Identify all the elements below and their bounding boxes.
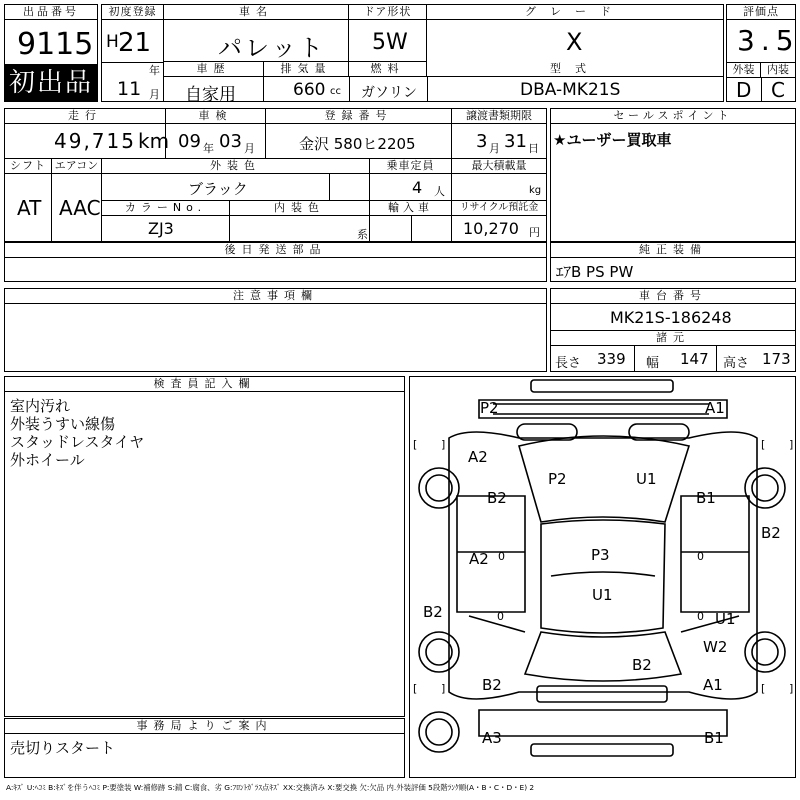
shift: AT <box>17 196 42 220</box>
dmg-rear-bumper-right: B1 <box>704 729 724 747</box>
dmg-right-door-zero: 0 <box>697 550 704 563</box>
aircon-label: エアコン <box>52 159 102 174</box>
int-grade-label: 内装 <box>761 63 795 78</box>
dmg-left-fender: A2 <box>468 448 488 466</box>
inspection-year: 09 <box>178 131 201 152</box>
bracket-left-bottom-close: ] <box>441 682 446 695</box>
displacement-label: 排気量 <box>264 62 349 77</box>
extcolor-div <box>329 174 330 200</box>
score-label: 評価点 <box>727 5 795 20</box>
bracket-right-bottom: [ <box>761 682 766 695</box>
mileage-label: 走行 <box>5 109 166 124</box>
displacement: 660 <box>293 80 326 100</box>
transfer-month-unit: 月 <box>489 142 500 155</box>
history-divider <box>263 77 264 101</box>
door-type: 5W <box>372 30 408 55</box>
grade-label: グレード <box>427 5 723 20</box>
dmg-hood-left: P2 <box>548 470 567 488</box>
chassis-label: 車台番号 <box>551 289 795 304</box>
height: 173 <box>762 350 791 368</box>
inspector-line-4: 外ホイール <box>10 451 85 469</box>
dmg-left-door: A2 <box>469 550 489 568</box>
width-label: 幅 <box>646 356 660 371</box>
dmg-front-right-corner: A1 <box>705 399 725 417</box>
dmg-rear-window: B2 <box>632 656 652 674</box>
max-load-label: 最大積載量 <box>452 159 546 174</box>
mileage: 49,715 <box>54 129 136 153</box>
inspector-line-2: 外装うすい線傷 <box>10 415 116 433</box>
row1-div-b <box>265 124 266 158</box>
model-label: 型式 <box>427 62 723 77</box>
exterior-color: ブラック <box>188 180 248 198</box>
dmg-rear-bumper-left: A3 <box>482 729 502 747</box>
max-load-unit: kg <box>529 185 542 196</box>
dmg-right-front-fender: B1 <box>696 489 716 507</box>
history: 自家用 <box>185 85 236 105</box>
fuel: ガソリン <box>361 85 417 101</box>
inspector-line-1: 室内汚れ <box>10 397 71 415</box>
import-label: 輸入車 <box>370 201 452 216</box>
transfer-day-unit: 日 <box>528 142 539 155</box>
inspection-year-unit: 年 <box>203 142 214 155</box>
score: 3.5 <box>737 24 800 57</box>
first-reg-label: 初度登録 <box>102 5 164 20</box>
fuel-label: 燃料 <box>349 62 427 77</box>
bracket-right-top-close: ] <box>789 438 794 451</box>
color-no: ZJ3 <box>148 219 174 238</box>
transfer-label: 譲渡書類期限 <box>452 109 546 124</box>
legend: A:ｷｽﾞ U:ﾍｺﾐ B:ｷｽﾞを伴うﾍｺﾐ P:要塗装 W:補修跡 S:錆 C:腐食、劣 G:ﾌﾛﾝﾄｶﾞﾗｽ点ｷｽﾞ XX:交換済み X:要交換 欠:欠品 内.外装評価 5段階ﾗﾝｸ順(A・B・C・D・E) 2 <box>6 783 535 792</box>
dims-div-b <box>716 346 717 371</box>
dims-div-a <box>634 346 635 371</box>
model: DBA-MK21S <box>520 80 621 100</box>
transfer-month: 3 <box>476 131 488 152</box>
office-label: 事務局よりご案内 <box>5 719 404 734</box>
int-grade: C <box>771 78 785 102</box>
sales-point-text: ★ユーザー買取車 <box>553 131 672 149</box>
recycle-label: リサイクル預託金 <box>452 201 546 216</box>
first-reg-month-unit: 月 <box>149 88 160 101</box>
car-name: パレット <box>218 34 326 62</box>
interior-color-unit: 系 <box>357 228 368 241</box>
height-label: 高さ <box>723 356 750 371</box>
equipment: ｴｱB PS PW <box>556 263 634 281</box>
car-name-label: 車名 <box>164 5 349 20</box>
first-reg-month: 11 <box>117 78 142 100</box>
dmg-right-rear-wheel: W2 <box>703 638 728 656</box>
inspection-month-unit: 月 <box>244 142 255 155</box>
dmg-right-rear-panel: B2 <box>761 524 781 542</box>
inspection-month: 03 <box>219 131 242 152</box>
first-listing-badge: 初出品 <box>4 64 98 102</box>
office-message: 売切りスタート <box>10 739 116 757</box>
bracket-right-bottom-close: ] <box>789 682 794 695</box>
fuel-divider <box>427 77 428 101</box>
equipment-label: 純正装備 <box>551 243 795 258</box>
color-no-label: カラーNo. <box>102 201 230 216</box>
dmg-left-rear-zero: 0 <box>497 610 504 623</box>
recycle-unit: 円 <box>529 226 540 239</box>
sales-point-label: セールスポイント <box>551 109 795 124</box>
first-reg-era: H <box>106 32 119 52</box>
dmg-right-rear-door: U1 <box>715 610 736 628</box>
shift-label: シフト <box>5 159 52 174</box>
dmg-front-left-corner: P2 <box>480 399 499 417</box>
capacity-unit: 人 <box>434 185 445 198</box>
plate-label: 登録番号 <box>266 109 452 124</box>
ext-grade: D <box>736 78 752 102</box>
mileage-unit: km <box>138 129 170 153</box>
notes-label: 注意事項欄 <box>5 289 546 304</box>
recycle: 10,270 <box>463 219 519 238</box>
first-reg-year: 21 <box>118 28 152 58</box>
displacement-divider <box>349 77 350 101</box>
capacity: 4 <box>412 178 423 197</box>
ext-grade-label: 外装 <box>727 63 761 78</box>
length: 339 <box>597 350 626 368</box>
grade: X <box>566 28 583 56</box>
bracket-right-top: [ <box>761 438 766 451</box>
shift-div <box>51 174 52 241</box>
row1-div-c <box>451 124 452 158</box>
bracket-left-top: [ <box>413 438 418 451</box>
dmg-hood-right: U1 <box>636 470 657 488</box>
transfer-day: 31 <box>504 131 527 152</box>
capacity-label: 乗車定員 <box>370 159 452 174</box>
interior-color-label: 内装色 <box>230 201 370 216</box>
dmg-rear-left: B2 <box>482 676 502 694</box>
later-parts-label: 後日発送部品 <box>5 243 546 258</box>
plate-number: 金沢 580ヒ2205 <box>299 135 416 153</box>
dmg-roof-dent: U1 <box>592 586 613 604</box>
dmg-left-front-door: B2 <box>487 489 507 507</box>
exterior-color-label: 外装色 <box>102 159 370 174</box>
dmg-left-door-zero: 0 <box>498 550 505 563</box>
dmg-rear-right: A1 <box>703 676 723 694</box>
grade-divider <box>761 78 762 101</box>
inspector-label: 検査員記入欄 <box>5 377 404 392</box>
width: 147 <box>680 350 709 368</box>
first-reg-year-unit: 年 <box>149 64 160 77</box>
lot-number-label: 出品番号 <box>5 5 97 20</box>
lot-number: 9115 <box>17 27 94 62</box>
import-div <box>411 216 412 241</box>
door-label: ドア形状 <box>349 5 427 20</box>
displacement-unit: cc <box>330 86 341 97</box>
aircon: AAC <box>59 196 101 220</box>
dmg-right-rear-zero: 0 <box>697 610 704 623</box>
dmg-roof: P3 <box>591 546 610 564</box>
car-damage-diagram <box>409 376 796 778</box>
history-label: 車歴 <box>164 62 264 77</box>
bracket-left-bottom: [ <box>413 682 418 695</box>
dims-label: 諸元 <box>551 331 795 346</box>
length-label: 長さ <box>555 356 582 371</box>
chassis-number: MK21S-186248 <box>610 308 732 327</box>
colorno-div <box>229 216 230 241</box>
dmg-left-rear-panel: B2 <box>423 603 443 621</box>
bracket-left-top-close: ] <box>441 438 446 451</box>
inspector-line-3: スタッドレスタイヤ <box>10 433 145 451</box>
inspection-label: 車検 <box>166 109 266 124</box>
